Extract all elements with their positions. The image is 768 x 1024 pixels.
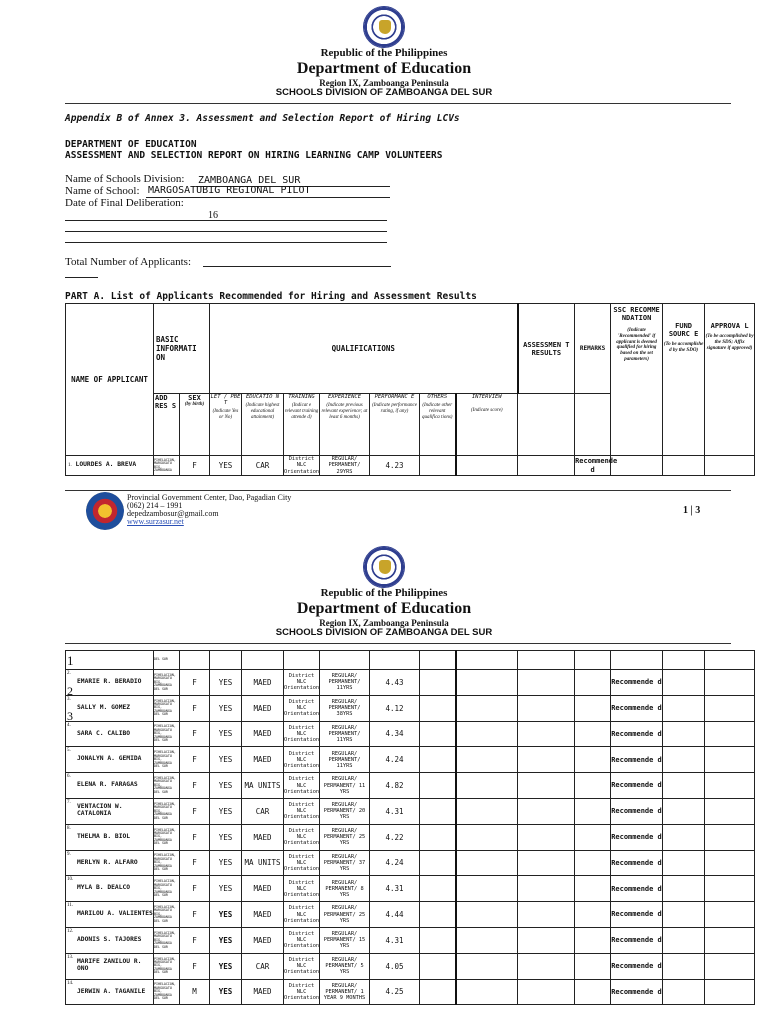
header-republic-page2: Republic of the Philippines [320,587,448,599]
applicant-let: YES [218,858,233,868]
ssc-recommendation: Recommende d [611,987,662,996]
applicant-address: DEL SUR [154,657,168,662]
col-qualifications-header: QUALIFICATIONS [331,344,395,353]
col-performance-note: (Indicate performance rating, if any) [372,403,417,414]
col-ssc-note: (Indicate 'Recommended' if applicant is deemed qualified for hiring based on the set parameters) [616,328,657,362]
applicant-experience: REGULAR/ PERMANENT/ 38YRS [328,699,361,718]
applicant-name: MYLA B. DEALCO [77,884,131,892]
col-education-note: (Indicate highest educational attainment) [245,403,280,420]
applicant-performance: 4.05 [385,961,404,971]
col-interview-header: INTERVIEW [471,394,502,400]
applicants-table-continued [65,650,755,1005]
applicant-sex: F [192,858,197,868]
table-row [66,456,755,476]
ssc-recommendation: Recommende d [611,936,662,945]
applicant-name: JONALYN A. GEMIDA [77,755,142,763]
header-republic: Republic of the Philippines [320,47,448,59]
col-others-header: OTHERS [427,394,448,400]
ssc-recommendation: Recommende d [611,729,662,738]
applicant-education: CAR [255,961,270,971]
applicant-address: PIHELACION, MARGOSATU BIG, ZAMBOANGA DEL SUR [154,904,176,923]
header-department-page2: Department of Education [296,600,472,617]
applicant-performance: 4.31 [385,884,404,894]
row-number: 5. [67,748,71,754]
row-number: 10. [67,877,74,883]
col-education-header: EDUCATIO N [245,394,280,400]
col-assessment-header: ASSESSMEN T RESULTS [523,340,570,357]
applicant-let: YES [218,910,233,920]
applicant-address: PIHELACION, MARGOSATU BIG, ZAMBOANGA [154,457,176,472]
applicant-sex: F [192,961,197,971]
division-value: ZAMBOANGA DEL SUR [198,175,301,186]
total-applicants-label: Total Number of Applicants: [65,256,192,268]
applicant-address: PIHELACION, MARGOSATU BIG, ZAMBOANGA DEL SUR [154,827,176,846]
applicant-name: ELENA R. FARAGAS [77,781,138,789]
table-row [66,902,755,928]
applicant-address: PIHELACION, MARGOSATU BIG, ZAMBOANGA DEL SUR [154,672,176,691]
ssc-recommendation: Recommende d [611,678,662,687]
applicant-training: District NLC Orientation [284,905,320,924]
header-divider-page2 [65,643,731,644]
applicant-name: SALLY M. GOMEZ [77,703,131,711]
applicant-experience: REGULAR/ PERMANENT/ 37 YRS [323,853,366,873]
table-row [66,953,755,979]
school-label: Name of School: [65,185,140,197]
applicant-let: YES [218,961,233,971]
header-region-page2: Region IX, Zamboanga Peninsula [319,618,449,628]
applicant-experience: REGULAR/ PERMANENT/ 1 YEAR 9 MONTHS [323,982,366,1001]
table-row [66,773,755,799]
date-label: Date of Final Deliberation: [65,197,184,209]
table-row [66,876,755,902]
table-row [66,850,755,876]
applicant-performance: 4.31 [385,806,404,816]
applicant-name: MARIFE ZANILOU R. ONO [77,958,142,973]
footer-phone: (062) 214 – 1991 [127,501,183,510]
applicant-training: District NLC Orientation [284,699,320,718]
applicant-experience: REGULAR/ PERMANENT/ 29YRS [328,456,361,475]
page-number: 1 | 3 [683,505,701,516]
ssc-recommendation: Recommende d [611,755,662,764]
ssc-recommendation: Recommende d [611,961,662,970]
applicant-name: LOURDES A. BREVA [75,461,137,469]
part-a-title: PART A. List of Applicants Recommended for Hiring and Assessment Results [65,291,477,302]
applicant-education: MAED [253,987,272,997]
applicant-address: PIHELACION, MARGOSATU BIG, ZAMBOANGA DEL SUR [154,879,176,897]
applicant-sex: F [192,729,197,739]
applicant-address: PIHELACION, MARGOSATU BIG, ZAMBOANGA DEL SUR [154,930,176,949]
applicant-training: District NLC Orientation [284,931,320,950]
applicant-education: MAED [253,884,272,894]
ssc-recommendation: Recommende d [611,704,662,712]
division-label: Name of Schools Division: [65,173,185,185]
applicant-sex: M [192,987,197,997]
applicant-name: VENTACION W. CATALONIA [77,803,123,818]
col-let-header: LET / PBE T [210,394,241,406]
applicant-training: District NLC Orientation [284,982,320,1001]
applicant-let: YES [218,832,233,842]
applicant-performance: 4.82 [385,781,404,791]
applicant-sex: F [192,935,197,945]
applicant-education: MAED [253,677,272,687]
applicant-address: PIHELACION, MARGOSATU BIG, ZAMBOANGA DEL SUR [154,956,176,975]
row-number: 9. [67,851,71,857]
applicant-performance: 4.12 [385,703,404,713]
ssc-recommendation: Recommende d [575,457,618,474]
applicant-training: District NLC Orientation [284,776,320,795]
col-approval-header: APPROVA L [710,322,749,330]
applicant-experience: REGULAR/ PERMANENT/ 5 YRS [325,957,364,976]
applicant-let: YES [218,884,233,894]
header-divider [65,103,731,104]
row-number: 11. [67,903,74,909]
applicant-let: YES [218,935,233,945]
applicant-performance: 4.24 [385,755,404,765]
col-sex-header: SEX [188,394,201,402]
applicant-performance: 4.23 [385,461,404,470]
applicant-performance: 4.31 [385,935,404,945]
footer-address: Provincial Government Center, Dao, Pagadian City [127,493,292,502]
applicant-address: PIHELACION, MARGOSATU BIG, ZAMBOANGA DEL SUR [154,750,176,768]
applicant-let: YES [218,677,233,687]
header-division-page2: SCHOOLS DIVISION OF ZAMBOANGA DEL SUR [275,627,493,638]
col-fund-note: (To be accomplishe d by the SDO) [663,342,704,353]
applicant-address: PIHELACION, MARGOSATU BIG, ZAMBOANGA DEL SUR [154,982,176,1001]
applicant-sex: F [192,884,197,894]
table-row [66,651,755,670]
applicant-sex: F [192,832,197,842]
applicant-let: YES [218,729,233,739]
school-value: MARGOSATUBIG REGIONAL PILOT [148,185,311,196]
row-number: 4. [67,722,71,728]
applicant-let: YES [218,461,233,470]
ssc-recommendation: Recommende d [611,884,662,893]
applicant-performance: 4.24 [385,858,404,868]
table-row [66,747,755,773]
applicant-name: JERWIN A. TAGANILE [77,987,146,995]
applicant-sex: F [192,755,197,765]
applicant-let: YES [218,806,233,816]
applicants-table-header [65,303,755,476]
report-title-1: DEPARTMENT OF EDUCATION [65,139,197,150]
applicant-sex: F [192,910,197,920]
header-department: Department of Education [296,60,472,77]
applicant-performance: 4.44 [385,910,404,920]
applicant-performance: 4.43 [385,677,404,687]
applicant-name: EMARIE R. BERADIO [77,677,142,685]
applicant-experience: REGULAR/ PERMANENT/ 25 YRS [323,828,366,847]
table-row [66,695,755,721]
applicant-address: PIHELACION, MARGOSATU BIG, ZAMBOANGA DEL SUR [154,724,176,743]
applicant-let: YES [218,781,233,791]
applicant-training: District NLC Orientation [284,750,320,769]
ssc-recommendation: Recommende d [611,858,662,867]
col-address-header: ADD RES S [155,394,177,410]
col-training-note: (Indicat e relevant training attende d) [284,403,319,420]
row-number: 12. [67,928,74,934]
row-number: 1. [68,463,72,469]
row-number: 3. [67,696,71,702]
ssc-recommendation: Recommende d [611,781,662,790]
table-row [66,670,755,696]
applicant-let: YES [218,755,233,765]
col-sex-note: (by birth) [184,402,205,407]
applicant-experience: REGULAR/ PERMANENT/ 25 YRS [323,905,366,924]
col-approval-note: (To be accomplished by the SDS; Affix signature if approved) [705,334,754,351]
applicant-experience: REGULAR/ PERMANENT/ 11YRS [328,724,361,744]
applicant-experience: REGULAR/ PERMANENT/ 11 YRS [323,776,366,795]
row-number: 14. [67,980,74,986]
col-others-note: (Indicate other relevant qualifica tions) [422,403,453,420]
applicant-name: SARA C. CALIBO [77,729,131,737]
applicant-name: ADONIS S. TAJORES [77,935,142,943]
applicant-training: District NLC Orientation [284,853,320,873]
footer-website-link[interactable]: www.surzasur.net [127,517,184,526]
header-division: SCHOOLS DIVISION OF ZAMBOANGA DEL SUR [275,87,493,98]
applicant-address: PIHELACION, MARGOSATU BIG, ZAMBOANGA DEL SUR [154,853,176,872]
applicant-training: District NLC Orientation [284,879,320,898]
row-number: 1 [67,653,74,668]
ssc-recommendation: Recommende d [611,910,662,919]
col-interview-note: (Indicate score) [470,408,503,413]
table-row [66,979,755,1005]
applicant-experience: REGULAR/ PERMANENT/ 15 YRS [323,931,366,950]
applicant-sex: F [192,677,197,687]
applicant-training: District NLC Orientation [284,802,320,821]
applicant-sex: F [192,703,197,713]
row-number: 2. [67,671,71,676]
applicant-experience: REGULAR/ PERMANENT/ 11YRS [328,673,361,692]
table-row [66,721,755,747]
applicant-sex: F [192,781,197,791]
applicant-name: MARILOU A. VALIENTES [77,910,153,918]
applicant-performance: 4.34 [385,729,404,739]
row-number: 13. [67,954,74,960]
applicant-training: District NLC Orientation [284,456,320,475]
applicant-performance: 4.25 [385,987,404,997]
footer-divider [65,490,731,491]
appendix-title: Appendix B of Annex 3. Assessment and Selection Report of Hiring LCVs [65,113,460,124]
col-remarks-header: REMARKS [579,345,606,352]
table-row [66,927,755,953]
date-value: 16 [208,210,218,221]
row-number: 8. [67,825,71,831]
deped-seal-icon-page2 [363,546,405,588]
applicant-education: CAR [255,806,270,816]
header-region: Region IX, Zamboanga Peninsula [319,78,449,88]
applicant-experience: REGULAR/ PERMANENT/ 11YRS [328,750,361,769]
ssc-recommendation: Recommende d [611,807,662,816]
row-number: 6. [67,774,71,780]
applicant-let: YES [218,987,233,997]
ssc-recommendation: Recommende d [611,832,662,841]
applicant-education: MAED [253,755,272,765]
applicant-name: THELMA B. BIOL [77,832,131,840]
col-experience-note: (Indicate previous relevant experience; at least 6 months) [321,403,368,420]
col-ssc-header: SSC RECOMME NDATION [613,306,660,322]
table-row [66,798,755,824]
footer-email[interactable]: depedzambosur@gmail.com [127,509,219,518]
applicant-education: MAED [253,935,272,945]
applicant-education: CAR [255,461,270,470]
col-name-header: NAME OF APPLICANT [71,375,148,384]
col-let-note: (Indicate Yes or No) [212,409,239,420]
applicant-training: District NLC Orientation [284,673,320,692]
applicant-experience: REGULAR/ PERMANENT/ 20 YRS [323,802,366,821]
applicant-training: District NLC Orientation [284,957,320,976]
col-fund-header: FUND SOURC E [668,322,699,338]
applicant-address: PIHELACION, MARGOSATU BIG, ZAMBOANGA DEL SUR [154,801,176,820]
col-experience-header: EXPERIENCE [327,394,362,400]
applicant-education: MAED [253,729,272,739]
applicant-address: PIHELACION, MARGOSATU BIG, ZAMBOANGA DEL SUR [154,698,176,717]
col-training-header: TRAINING [288,394,315,400]
applicant-education: MA UNITS [244,858,281,868]
applicant-sex: F [192,806,197,816]
applicant-training: District NLC Orientation [284,828,320,847]
row-number-large: 3 [67,709,73,724]
col-basic-header: BASIC INFORMATI ON [156,335,197,362]
row-number-large: 2 [67,683,73,698]
applicant-education: MA UNITS [244,781,281,791]
row-number: 7. [67,799,71,805]
col-performance-header: PERFORMANC E [374,394,415,400]
applicant-experience: REGULAR/ PERMANENT/ 8 YRS [325,879,364,898]
applicant-education: MAED [253,910,272,920]
provincial-logo-icon [86,492,124,530]
applicant-education: MAED [253,703,272,713]
report-title-2: ASSESSMENT AND SELECTION REPORT ON HIRING LEARNING CAMP VOLUNTEERS [65,150,443,161]
applicant-training: District NLC Orientation [284,724,320,744]
applicant-address: PIHELACION, MARGOSATU BIG, ZAMBOANGA DEL SUR [154,775,176,794]
deped-seal-icon [363,6,405,48]
table-row [66,824,755,850]
applicant-let: YES [218,703,233,713]
applicant-name: MERLYN R. ALFARO [77,858,138,866]
applicant-education: MAED [253,832,272,842]
applicant-sex: F [192,461,197,470]
applicant-performance: 4.22 [385,832,404,842]
